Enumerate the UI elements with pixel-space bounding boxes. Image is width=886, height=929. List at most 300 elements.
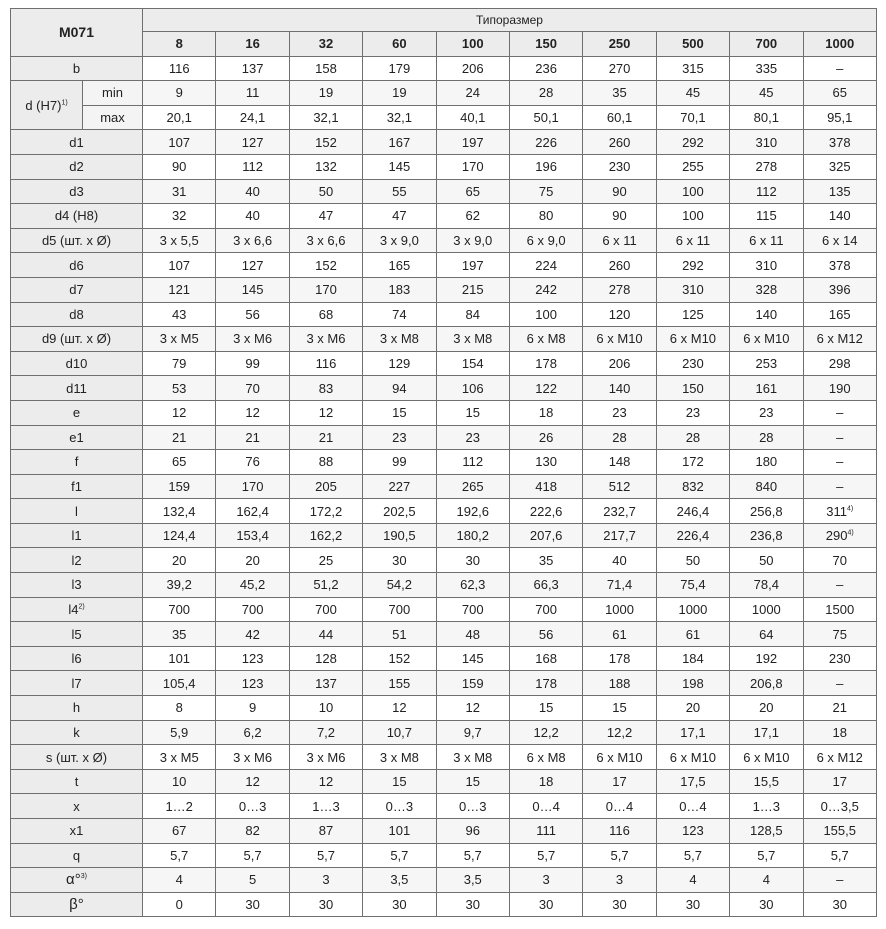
table-cell: [289, 302, 362, 327]
cell-value: 95,1: [827, 110, 853, 126]
table-cell: [289, 400, 362, 425]
cell-value: 65: [171, 454, 187, 470]
cell-value: 152: [388, 651, 411, 667]
row-label-text: l1: [71, 528, 82, 544]
table-cell: [436, 130, 509, 155]
table-cell: [803, 228, 876, 253]
table-body: [11, 56, 877, 917]
cell-value: 206: [608, 356, 631, 372]
table-cell: [363, 154, 436, 179]
table-cell: [363, 769, 436, 794]
table-cell: [363, 819, 436, 844]
table-cell: [436, 622, 509, 647]
cell-value: 0…3: [385, 798, 414, 814]
cell-value: 325: [828, 159, 851, 175]
table-row: [11, 794, 877, 819]
cell-footnote: 4): [847, 529, 854, 537]
row-label-text: q: [72, 847, 81, 863]
table-cell: [583, 499, 656, 524]
cell-value: 1000: [678, 601, 708, 617]
cell-value: 35: [538, 552, 554, 568]
row-label: [11, 130, 143, 155]
size-header-cell: 1000: [803, 32, 876, 57]
cell-value: 184: [682, 651, 704, 667]
table-cell: [803, 400, 876, 425]
table-cell: [289, 179, 362, 204]
row-label: [11, 548, 143, 573]
table-cell: [143, 154, 216, 179]
table-row: [11, 228, 877, 253]
table-cell: [656, 400, 729, 425]
table-cell: [363, 794, 436, 819]
table-cell: [583, 745, 656, 770]
cell-value: 178: [608, 651, 631, 667]
table-row: [11, 450, 877, 475]
table-cell: [583, 474, 656, 499]
cell-value: 99: [392, 454, 407, 470]
table-cell: [583, 794, 656, 819]
table-cell: [509, 425, 582, 450]
table-cell: [143, 548, 216, 573]
table-cell: [656, 277, 729, 302]
row-label-text: d9 (шт. x Ø): [41, 331, 112, 347]
cell-value: 15: [538, 700, 554, 716]
cell-value: 25: [318, 552, 334, 568]
row-label-text: l4: [68, 601, 79, 617]
table-row: [11, 548, 877, 573]
table-cell: [216, 843, 289, 868]
table-cell: [803, 671, 876, 696]
size-header-cell: 700: [730, 32, 803, 57]
cell-value: 310: [682, 282, 704, 298]
table-cell: [803, 302, 876, 327]
cell-value: 183: [388, 282, 411, 298]
table-cell: [583, 892, 656, 917]
table-cell: [583, 400, 656, 425]
cell-value: 192,6: [456, 503, 490, 519]
table-cell: [803, 769, 876, 794]
cell-value: 292: [682, 134, 704, 150]
row-label-text: l5: [71, 626, 82, 642]
cell-value: 101: [168, 651, 191, 667]
table-cell: [583, 56, 656, 81]
table-cell: [216, 720, 289, 745]
cell-value: 116: [609, 823, 630, 839]
cell-value: 5,7: [316, 847, 336, 863]
cell-value: 158: [315, 60, 337, 76]
size-header-cell: 8: [143, 32, 216, 57]
table-cell: [143, 573, 216, 598]
row-label: [11, 56, 143, 81]
row-label-text: d (H7): [25, 97, 62, 113]
table-cell: [730, 474, 803, 499]
cell-value: 265: [461, 478, 484, 494]
cell-value: 1…3: [312, 798, 340, 814]
cell-value: 159: [461, 675, 484, 691]
table-cell: [289, 327, 362, 352]
table-cell: [509, 277, 582, 302]
table-cell: [583, 819, 656, 844]
cell-value: 3 x M8: [453, 749, 493, 765]
cell-value: 23: [392, 429, 407, 445]
cell-value: 105,4: [162, 675, 196, 691]
table-cell: [436, 450, 509, 475]
cell-value: 172: [682, 454, 704, 470]
row-label-text: x: [73, 798, 80, 814]
table-cell: [583, 376, 656, 401]
cell-value: 15: [392, 774, 407, 790]
table-cell: [216, 794, 289, 819]
table-cell: [583, 327, 656, 352]
table-cell: [509, 819, 582, 844]
cell-value: 15: [612, 700, 627, 716]
cell-value: 202,5: [383, 503, 416, 519]
cell-value: 99: [245, 356, 260, 372]
row-label-text: b: [72, 60, 81, 76]
table-cell: [509, 253, 582, 278]
table-cell: [509, 56, 582, 81]
row-label: [11, 277, 143, 302]
row-label-text: d1: [69, 134, 84, 150]
cell-value: 12,2: [606, 724, 633, 740]
cell-value: 167: [388, 134, 411, 150]
table-cell: [289, 154, 362, 179]
table-cell: [509, 154, 582, 179]
cell-value: 153,4: [236, 528, 269, 544]
table-cell: [289, 597, 362, 622]
row-label-text: k: [73, 724, 80, 740]
cell-value: 71,4: [606, 577, 633, 593]
table-cell: [289, 253, 362, 278]
table-cell: [363, 868, 436, 893]
cell-value: 47: [392, 208, 407, 224]
cell-value: 6 x 11: [675, 233, 711, 249]
cell-value: 226,4: [676, 528, 710, 544]
cell-value: 45,2: [239, 577, 266, 593]
cell-value: 215: [461, 282, 484, 298]
table-cell: [730, 622, 803, 647]
cell-value: 4: [175, 872, 183, 888]
table-row: [11, 769, 877, 794]
row-label-d-h7: [11, 81, 83, 130]
row-label: [11, 228, 143, 253]
table-cell: [436, 745, 509, 770]
table-cell: [436, 769, 509, 794]
table-cell: [436, 351, 509, 376]
table-cell: [509, 523, 582, 548]
table-cell: [143, 499, 216, 524]
table-cell: [730, 671, 803, 696]
table-cell: [436, 868, 509, 893]
cell-value: 236,8: [750, 528, 783, 544]
cell-value: 3 x 9,0: [379, 233, 419, 249]
cell-value: 5,7: [610, 847, 629, 863]
cell-value: 80,1: [753, 110, 779, 126]
cell-value: 6 x 14: [822, 233, 858, 249]
table-cell: [803, 204, 876, 229]
row-label: [11, 400, 143, 425]
cell-value: 5,7: [243, 847, 262, 863]
cell-value: 3 x 5,5: [159, 233, 199, 249]
table-cell: [289, 745, 362, 770]
cell-value: 700: [388, 601, 411, 617]
table-cell: [730, 548, 803, 573]
row-label: [11, 523, 143, 548]
cell-value: 62: [465, 208, 480, 224]
row-label-text: d6: [69, 257, 84, 273]
table-cell: [730, 523, 803, 548]
table-cell: [730, 425, 803, 450]
cell-value: 30: [318, 897, 334, 913]
cell-value: 67: [171, 823, 187, 839]
cell-value: 54,2: [386, 577, 413, 593]
cell-value: 700: [241, 601, 264, 617]
table-cell: [803, 622, 876, 647]
table-cell: [509, 400, 582, 425]
cell-value: 32: [171, 208, 187, 224]
cell-value: 100: [682, 183, 704, 199]
table-cell: [730, 696, 803, 721]
table-cell: [730, 868, 803, 893]
cell-value: 256,8: [750, 503, 783, 519]
cell-value: 75: [538, 183, 554, 199]
table-cell: [143, 892, 216, 917]
table-cell: [363, 646, 436, 671]
row-label-text: d4 (H8): [54, 208, 99, 224]
table-cell: [583, 671, 656, 696]
table-cell: [509, 646, 582, 671]
cell-value: 152: [315, 134, 337, 150]
row-label-text: t: [74, 774, 79, 790]
table-cell: [583, 868, 656, 893]
cell-value: 75: [832, 626, 847, 642]
cell-value: 12: [465, 700, 480, 716]
cell-value: 87: [318, 823, 334, 839]
table-cell: [289, 646, 362, 671]
table-cell: [730, 179, 803, 204]
cell-value: 1…3: [752, 798, 781, 814]
table-cell: [363, 425, 436, 450]
cell-value: –: [836, 429, 844, 445]
cell-value: 6 x 11: [602, 233, 637, 249]
table-cell: [656, 720, 729, 745]
table-cell: [656, 597, 729, 622]
cell-value: 125: [682, 306, 704, 322]
row-label-text: d8: [69, 306, 84, 322]
cell-value: 28: [538, 85, 554, 101]
cell-value: 270: [608, 60, 631, 76]
cell-value: 3 x M8: [379, 331, 419, 347]
table-cell: [583, 548, 656, 573]
cell-value: 190,5: [383, 528, 416, 544]
table-row: [11, 154, 877, 179]
cell-value: 3 x 6,6: [233, 233, 273, 249]
cell-value: 165: [388, 257, 411, 273]
row-label-text: l7: [71, 675, 82, 691]
table-cell: [363, 671, 436, 696]
cell-value: 512: [608, 478, 631, 494]
cell-value: 115: [755, 208, 777, 224]
table-cell: [363, 843, 436, 868]
table-cell: [656, 302, 729, 327]
row-label: [11, 204, 143, 229]
table-cell: [216, 450, 289, 475]
cell-value: 255: [682, 159, 704, 175]
row-label-text: x1: [69, 823, 84, 839]
table-cell: [143, 474, 216, 499]
table-cell: [583, 351, 656, 376]
cell-value: 162,2: [309, 528, 343, 544]
table-cell: [730, 573, 803, 598]
cell-value: 65: [832, 85, 847, 101]
cell-value: 10: [171, 774, 187, 790]
cell-value: 840: [755, 478, 778, 494]
table-cell: [289, 720, 362, 745]
row-label-text: e1: [69, 429, 84, 445]
table-cell: [509, 720, 582, 745]
cell-value: 6 x M12: [816, 331, 863, 347]
table-cell: [289, 794, 362, 819]
cell-value: 8: [175, 700, 183, 716]
table-cell: [803, 523, 876, 548]
row-label: [11, 819, 143, 844]
cell-value: 45: [759, 85, 774, 101]
cell-value: 6 x M8: [526, 749, 566, 765]
cell-value: 278: [755, 159, 778, 175]
table-cell: [509, 548, 582, 573]
cell-value: 3 x M5: [159, 749, 199, 765]
table-cell: [363, 253, 436, 278]
table-row: [11, 597, 877, 622]
cell-value: 10,7: [386, 724, 413, 740]
cell-value: 35: [612, 85, 627, 101]
cell-value: 196: [535, 159, 557, 175]
table-cell: [509, 622, 582, 647]
table-row: [11, 892, 877, 917]
cell-value: 30: [465, 897, 480, 913]
dimensions-table: [10, 8, 877, 917]
table-cell: [436, 646, 509, 671]
table-cell: [289, 425, 362, 450]
table-cell: [436, 228, 509, 253]
table-cell: [289, 105, 362, 130]
cell-value: 140: [755, 306, 778, 322]
cell-value: 230: [682, 356, 704, 372]
table-cell: [509, 105, 582, 130]
table-cell: [289, 696, 362, 721]
cell-value: 172,2: [309, 503, 343, 519]
cell-value: 15,5: [753, 774, 779, 790]
table-cell: [363, 228, 436, 253]
table-cell: [289, 376, 362, 401]
table-cell: [656, 696, 729, 721]
cell-value: 0: [175, 897, 183, 913]
table-cell: [730, 81, 803, 106]
cell-value: 20: [759, 700, 774, 716]
table-cell: [803, 548, 876, 573]
table-cell: [656, 179, 729, 204]
table-cell: [583, 622, 656, 647]
table-cell: [289, 228, 362, 253]
table-cell: [216, 769, 289, 794]
cell-value: 12: [245, 405, 260, 421]
table-cell: [803, 154, 876, 179]
cell-value: 150: [682, 380, 704, 396]
cell-value: 47: [318, 208, 334, 224]
table-cell: [803, 819, 876, 844]
table-cell: [143, 671, 216, 696]
cell-value: 10: [318, 700, 334, 716]
table-cell: [143, 179, 216, 204]
cell-value: 23: [685, 405, 701, 421]
table-cell: [436, 523, 509, 548]
cell-value: 226: [535, 134, 557, 150]
table-cell: [216, 327, 289, 352]
cell-value: 197: [461, 257, 484, 273]
cell-value: 5,7: [170, 847, 189, 863]
table-cell: [509, 696, 582, 721]
table-cell: [656, 351, 729, 376]
row-label-footnote: 3): [80, 873, 87, 881]
table-cell: [803, 745, 876, 770]
cell-value: 83: [318, 380, 334, 396]
cell-value: 42: [245, 626, 260, 642]
table-cell: [656, 154, 729, 179]
table-row: [11, 671, 877, 696]
row-label-text: d5 (шт. x Ø): [41, 233, 112, 249]
table-cell: [289, 204, 362, 229]
table-cell: [363, 745, 436, 770]
table-cell: [216, 179, 289, 204]
table-cell: [143, 646, 216, 671]
cell-value: 6 x M10: [596, 749, 643, 765]
table-cell: [509, 450, 582, 475]
cell-value: 18: [538, 405, 554, 421]
cell-value: 78,4: [753, 577, 779, 593]
cell-value: 0…4: [605, 798, 634, 814]
cell-value: 21: [245, 429, 260, 445]
row-label: [11, 450, 143, 475]
cell-value: 6 x M10: [743, 331, 790, 347]
table-cell: [216, 400, 289, 425]
cell-value: 217,7: [603, 528, 636, 544]
table-cell: [143, 769, 216, 794]
cell-value: 5,7: [830, 847, 849, 863]
cell-value: 40: [245, 208, 260, 224]
table-cell: [216, 425, 289, 450]
table-cell: [803, 105, 876, 130]
table-cell: [803, 56, 876, 81]
table-cell: [730, 400, 803, 425]
table-cell: [216, 892, 289, 917]
table-cell: [216, 622, 289, 647]
cell-value: 62,3: [460, 577, 486, 593]
table-cell: [730, 204, 803, 229]
table-cell: [216, 302, 289, 327]
table-cell: [436, 277, 509, 302]
table-cell: [363, 523, 436, 548]
cell-value: 82: [245, 823, 260, 839]
cell-value: –: [836, 478, 844, 494]
table-cell: [216, 573, 289, 598]
table-cell: [730, 819, 803, 844]
size-header-cell: 250: [583, 32, 656, 57]
cell-value: 94: [392, 380, 407, 396]
row-label: [11, 769, 143, 794]
table-cell: [363, 696, 436, 721]
cell-value: 0…3: [459, 798, 487, 814]
table-cell: [143, 56, 216, 81]
